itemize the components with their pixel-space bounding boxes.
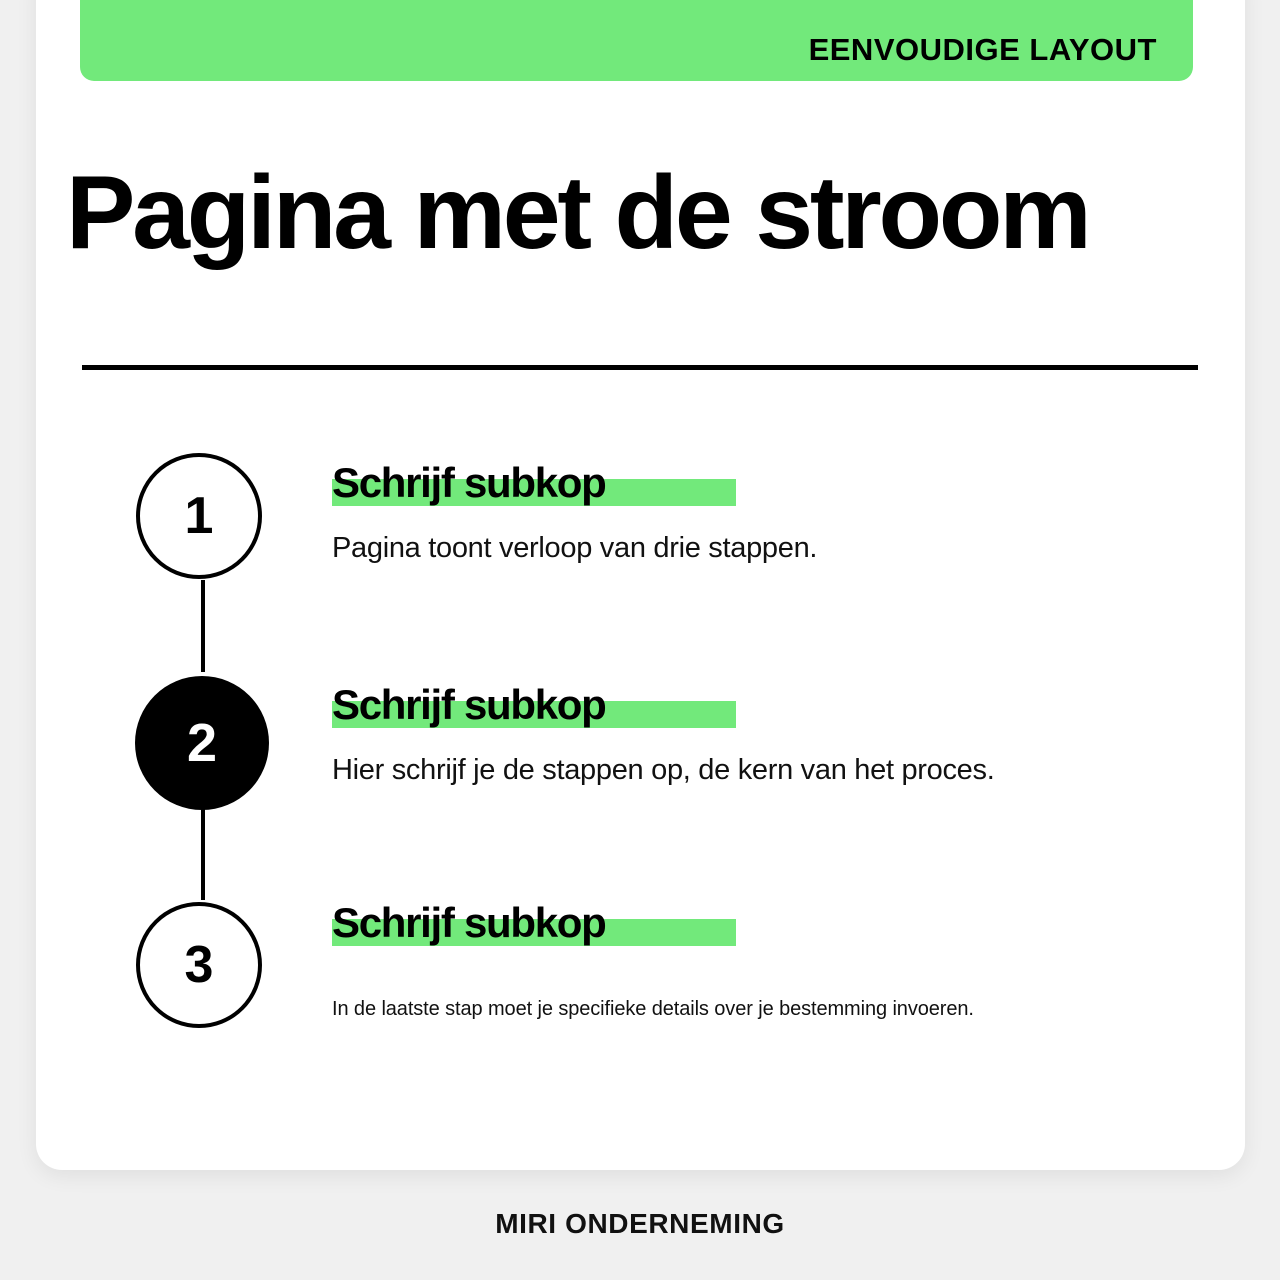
title-divider <box>82 365 1198 370</box>
step-number-3: 3 <box>184 936 214 994</box>
step-connector-2-3 <box>201 808 205 900</box>
step-connector-1-2 <box>201 580 205 672</box>
banner-label: EENVOUDIGE LAYOUT <box>808 32 1157 67</box>
step-content-2 <box>332 680 1220 789</box>
step-number-2: 2 <box>186 713 218 773</box>
footer <box>0 1208 1280 1240</box>
step-subheading-wrap-1 <box>332 458 606 508</box>
banner <box>80 0 1193 81</box>
step-description-3: In de laatste stap moet je specifieke details over je bestemming invoeren. <box>332 997 974 1020</box>
step-marker-2 <box>135 676 269 810</box>
steps-list <box>0 440 1280 1080</box>
step-description-1: Pagina toont verloop van drie stappen. <box>332 531 818 564</box>
step-subheading-1: Schrijf subkop <box>332 459 606 506</box>
step-subheading-wrap-3 <box>332 898 606 948</box>
footer-brand-label: MIRI ONDERNEMING <box>495 1208 785 1239</box>
step-marker-1 <box>136 453 262 579</box>
step-description-2: Hier schrijf je de stappen op, de kern van het proces. <box>332 753 995 786</box>
step-number-1: 1 <box>184 487 214 545</box>
step-subheading-3: Schrijf subkop <box>332 899 606 946</box>
step-subheading-2: Schrijf subkop <box>332 681 606 728</box>
step-content-1 <box>332 458 1220 567</box>
page-title: Pagina met de stroom <box>66 155 1089 271</box>
step-content-3 <box>332 898 1220 1022</box>
step-marker-3 <box>136 902 262 1028</box>
step-subheading-wrap-2 <box>332 680 606 730</box>
